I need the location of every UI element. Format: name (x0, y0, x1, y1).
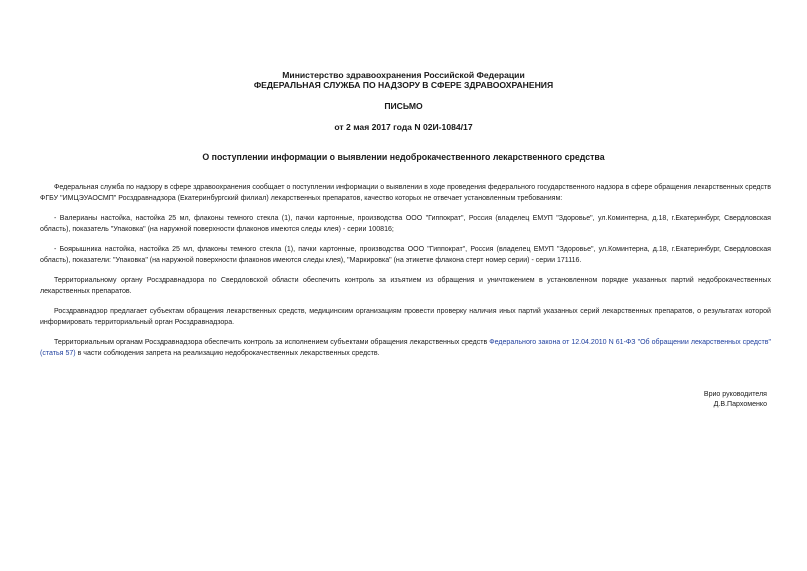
article-57-link[interactable]: (статья 57) (40, 349, 76, 357)
paragraph-control-text-start: Территориальным органам Росздравнадзора обеспечить контроль за исполнением субъектами обращения лекарственных средств (54, 339, 490, 346)
service-title: ФЕДЕРАЛЬНАЯ СЛУЖБА ПО НАДЗОРУ В СФЕРЕ ЗДРАВООХРАНЕНИЯ (253, 80, 554, 90)
signature-position: Врио руководителя (703, 391, 767, 398)
document-date-number: от 2 мая 2017 года N 02И-1084/17 (334, 122, 473, 132)
document-type: ПИСЬМО (384, 101, 423, 111)
document-subject: О поступлении информации о выявлении недоброкачественного лекарственного средства (202, 152, 605, 162)
paragraph-control (40, 338, 771, 359)
signature-name: Д.В.Пархоменко (713, 401, 767, 408)
paragraph-control-text-end: в части соблюдения запрета на реализацию недоброкачественных лекарственных средств. (75, 349, 380, 357)
paragraph-intro: Федеральная служба по надзору в сфере здравоохранения сообщает о поступлении информации о выявлении в ходе проведения федерального государственного надзора в сфере обращения лекарственных средств ФГБУ "ИМЦЭУАОСМП" Росздравнадзора (Екатеринбургский филиал) лекарственных препаратов, качество которых не отвечает установленным требованиям: (40, 184, 771, 202)
ministry-title: Министерство здравоохранения Российской Федерации (282, 70, 525, 80)
paragraph-recommendation: Росздравнадзор предлагает субъектам обращения лекарственных средств, медицинским организациям провести проверку наличия иных партий указанных серий лекарственных препаратов, о результатах которой информировать территориальный орган Росздравнадзора. (40, 308, 771, 326)
federal-law-link[interactable]: Федерального закона от 12.04.2010 N 61-ФЗ "Об обращении лекарственных средств" (489, 339, 771, 346)
paragraph-territorial-sverdlovsk: Территориальному органу Росздравнадзора по Свердловской области обеспечить контроль за изъятием из обращения и уничтожением в установленном порядке указанных партий недоброкачественных лекарственных препаратов. (40, 277, 771, 295)
paragraph-hawthorn: - Боярышника настойка, настойка 25 мл, флаконы темного стекла (1), пачки картонные, производства ООО "Гиппократ", Россия (владелец ЕМУП "Здоровье", ул.Коминтерна, д.18, г.Екатеринбург, Свердловская область), показатели: "Упаковка" (на наружной поверхности флаконов имеются следы клея), "Маркировка" (на этикетке флакона стерт номер серии) - серии 171116. (40, 246, 771, 264)
paragraph-valerian: - Валерианы настойка, настойка 25 мл, флаконы темного стекла (1), пачки картонные, производства ООО "Гиппократ", Россия (владелец ЕМУП "Здоровье", ул.Коминтерна, д.18, г.Екатеринбург, Свердловская область), показатель "Упаковка" (на наружной поверхности флаконов имеются следы клея) - серии 100816; (40, 215, 771, 233)
